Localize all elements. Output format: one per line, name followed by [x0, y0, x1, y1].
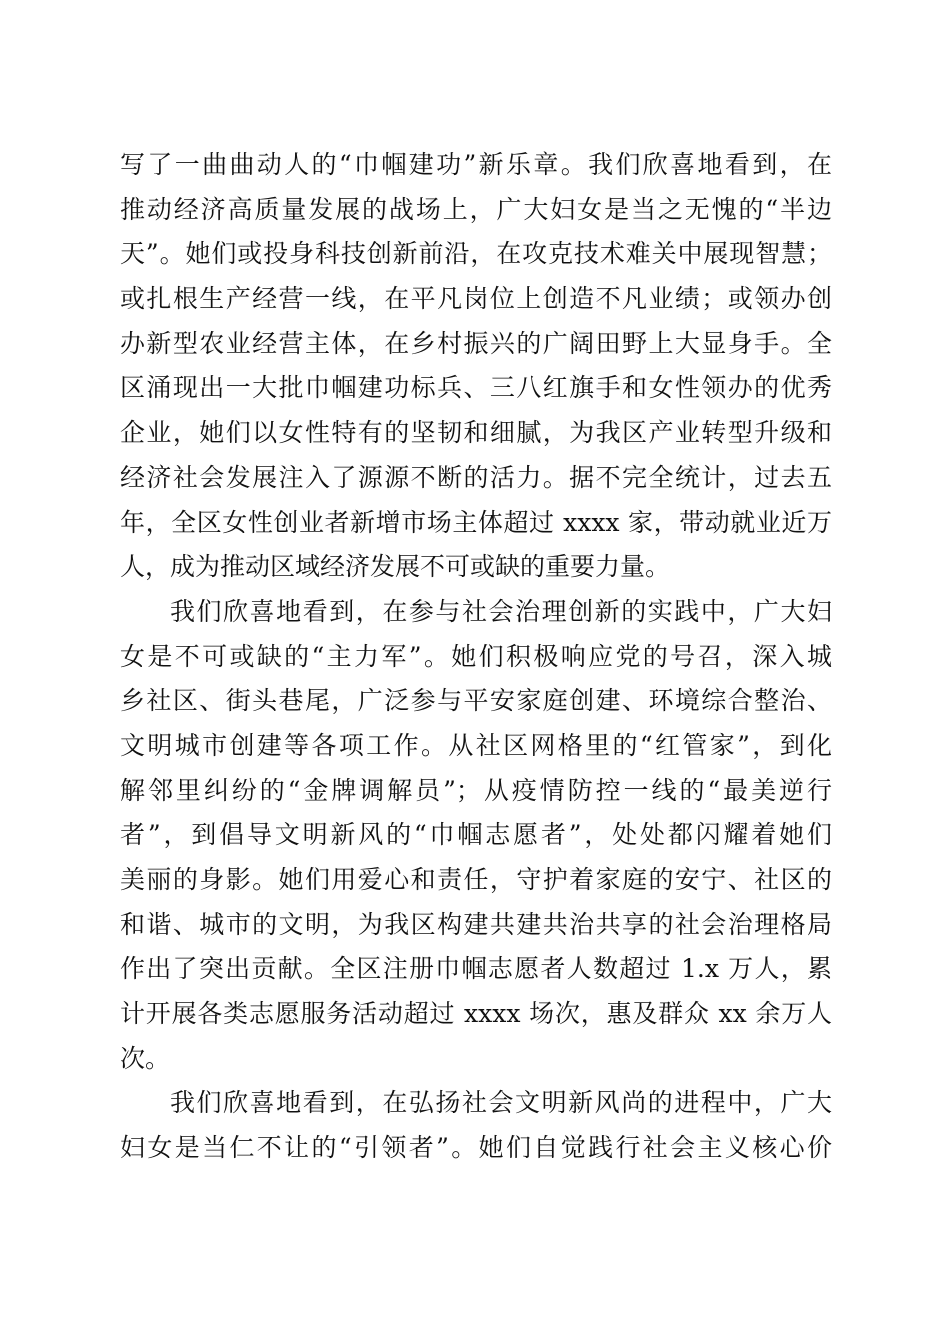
- text-line: 我们欣喜地看到，在弘扬社会文明新风尚的进程中，广大: [170, 1088, 832, 1118]
- text-line: 文明城市创建等各项工作。从社区网格里的“红管家”，到化: [120, 730, 832, 760]
- text-line: 解邻里纠纷的“金牌调解员”；从疫情防控一线的“最美逆行: [120, 775, 832, 805]
- text-line: 天”。她们或投身科技创新前沿，在攻克技术难关中展现智慧；: [120, 239, 832, 269]
- text-line: 妇女是当仁不让的“引领者”。她们自觉践行社会主义核心价: [120, 1133, 832, 1163]
- text-line: 和谐、城市的文明，为我区构建共建共治共享的社会治理格局: [120, 909, 832, 939]
- text-line: 乡社区、街头巷尾，广泛参与平安家庭创建、环境综合整治、: [120, 686, 832, 716]
- text-line: 者”，到倡导文明新风的“巾帼志愿者”，处处都闪耀着她们: [120, 820, 832, 850]
- document-body: [120, 143, 832, 1171]
- text-line: 企业，她们以女性特有的坚韧和细腻，为我区产业转型升级和: [120, 418, 832, 448]
- text-line: 写了一曲曲动人的“巾帼建功”新乐章。我们欣喜地看到，在: [120, 150, 832, 179]
- text-line: 或扎根生产经营一线，在平凡岗位上创造不凡业绩；或领办创: [120, 284, 832, 314]
- text-line: 作出了突出贡献。全区注册巾帼志愿者人数超过 1.x 万人，累: [120, 954, 832, 984]
- text-line: 次。: [120, 1043, 171, 1073]
- text-line: 人，成为推动区域经济发展不可或缺的重要力量。: [120, 552, 671, 582]
- text-line: 区涌现出一大批巾帼建功标兵、三八红旗手和女性领办的优秀: [120, 373, 832, 403]
- text-line: 美丽的身影。她们用爱心和责任，守护着家庭的安宁、社区的: [120, 865, 832, 894]
- text-line: 计开展各类志愿服务活动超过 xxxx 场次，惠及群众 xx 余万人: [120, 999, 832, 1029]
- text-line: 经济社会发展注入了源源不断的活力。据不完全统计，过去五: [120, 462, 832, 492]
- text-line: 我们欣喜地看到，在参与社会治理创新的实践中，广大妇: [170, 596, 832, 626]
- text-line: 女是不可或缺的“主力军”。她们积极响应党的号召，深入城: [120, 641, 832, 671]
- text-line: 办新型农业经营主体，在乡村振兴的广阔田野上大显身手。全: [120, 328, 832, 358]
- text-line: 推动经济高质量发展的战场上，广大妇女是当之无愧的“半边: [120, 194, 832, 224]
- text-line: 年，全区女性创业者新增市场主体超过 xxxx 家，带动就业近万: [120, 507, 832, 537]
